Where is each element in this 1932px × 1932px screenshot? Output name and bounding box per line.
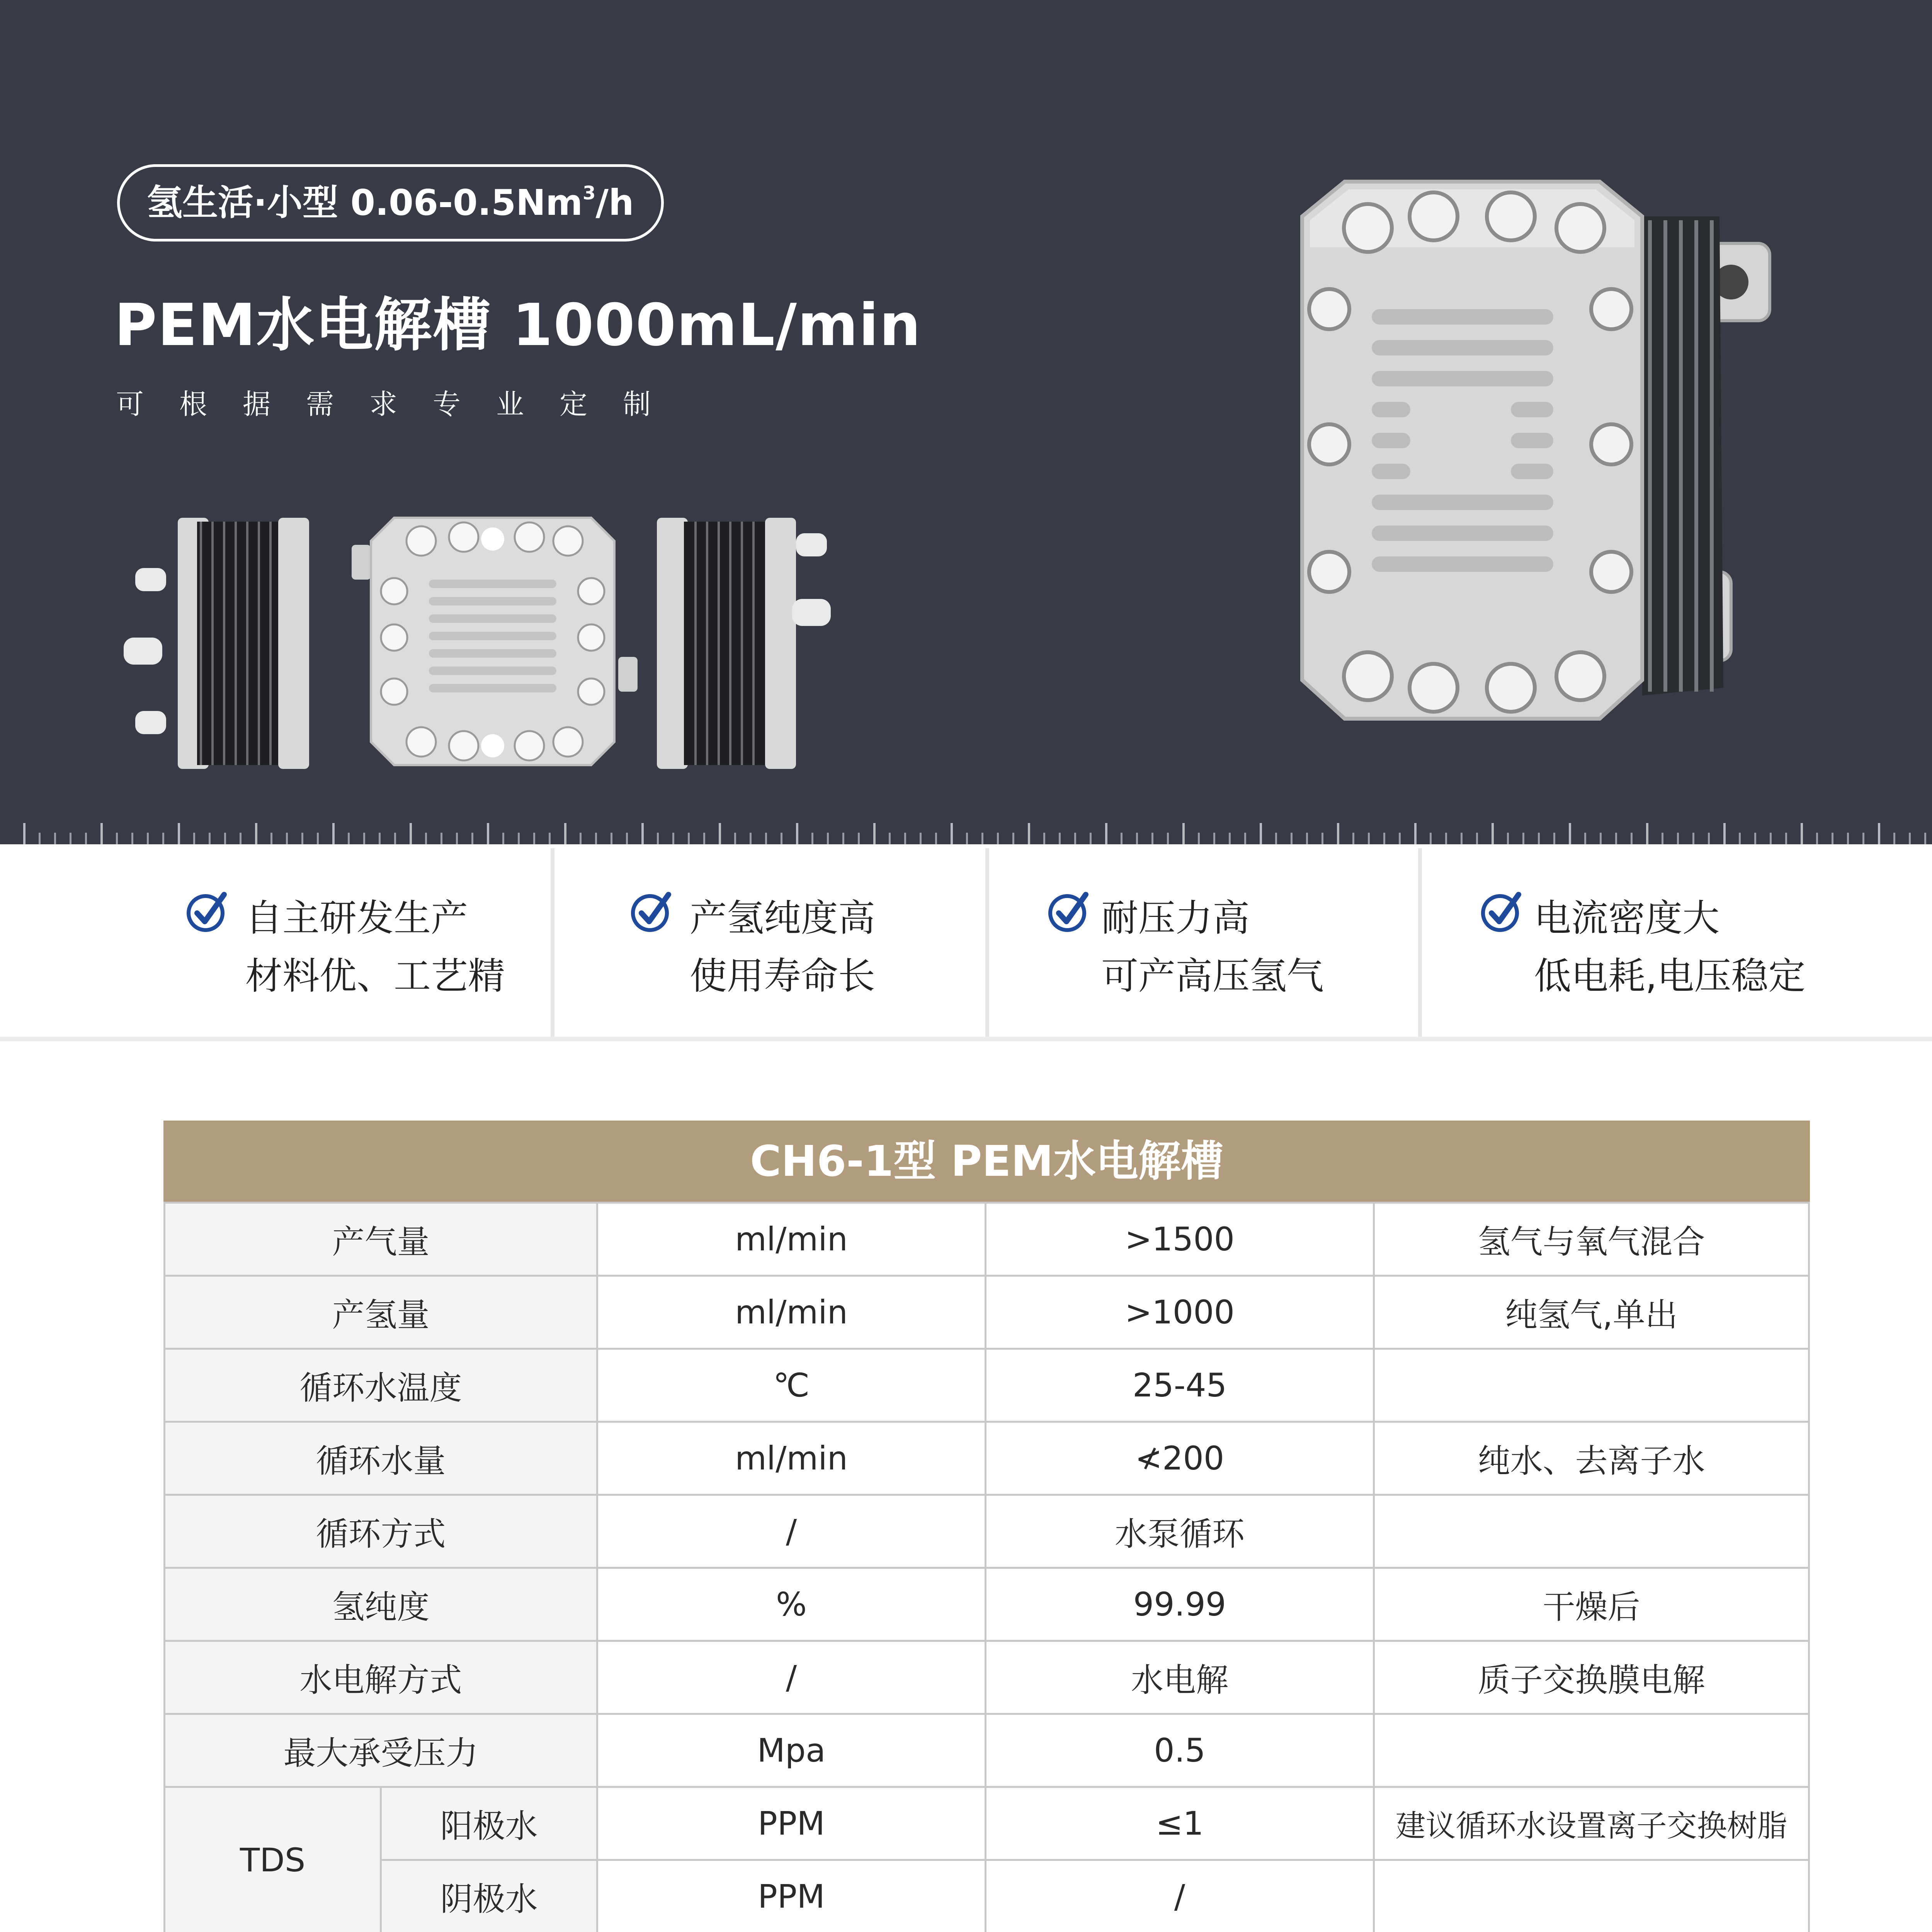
feature-divider bbox=[985, 848, 989, 1037]
row-note: 建议循环水设置离子交换树脂 bbox=[1374, 1787, 1809, 1860]
feature-item bbox=[1422, 844, 1932, 1037]
row-unit: % bbox=[597, 1568, 986, 1641]
row-sublabel: 阳极水 bbox=[381, 1787, 597, 1860]
row-label: 循环水量 bbox=[165, 1422, 597, 1495]
table-row bbox=[165, 1787, 1809, 1860]
row-note: 质子交换膜电解 bbox=[1374, 1641, 1809, 1714]
row-value: ≤1 bbox=[986, 1787, 1374, 1860]
table-row bbox=[165, 1203, 1809, 1276]
feature-title: 自主研发生产 bbox=[245, 896, 468, 940]
feature-title: 耐压力高 bbox=[1101, 896, 1250, 940]
row-sublabel: 阴极水 bbox=[381, 1860, 597, 1932]
check-circle-icon bbox=[1480, 891, 1522, 933]
feature-item bbox=[989, 844, 1418, 1037]
table-row bbox=[165, 1422, 1809, 1495]
row-note bbox=[1374, 1860, 1809, 1932]
row-value: 水电解 bbox=[986, 1641, 1374, 1714]
table-row bbox=[165, 1568, 1809, 1641]
row-unit: ml/min bbox=[597, 1203, 986, 1276]
product-front-view-small bbox=[352, 510, 638, 777]
feature-desc: 材料优、工艺精 bbox=[245, 954, 505, 998]
row-note: 干燥后 bbox=[1374, 1568, 1809, 1641]
spec-table bbox=[163, 1121, 1810, 1932]
table-row bbox=[165, 1860, 1809, 1932]
row-value: 99.99 bbox=[986, 1568, 1374, 1641]
check-circle-icon bbox=[185, 891, 228, 933]
row-value: 水泵循环 bbox=[986, 1495, 1374, 1568]
group-label-tds: TDS bbox=[165, 1787, 381, 1932]
row-label: 产气量 bbox=[165, 1203, 597, 1276]
row-label: 氢纯度 bbox=[165, 1568, 597, 1641]
row-unit: PPM bbox=[597, 1787, 986, 1860]
feature-divider bbox=[1418, 848, 1422, 1037]
feature-divider bbox=[551, 848, 554, 1037]
check-circle-icon bbox=[1047, 891, 1090, 933]
row-value: >1500 bbox=[986, 1203, 1374, 1276]
row-note bbox=[1374, 1714, 1809, 1787]
row-label: 产氢量 bbox=[165, 1276, 597, 1349]
row-value: ≮200 bbox=[986, 1422, 1374, 1495]
capacity-pill bbox=[117, 164, 664, 242]
hero-banner bbox=[0, 0, 1932, 844]
table-row bbox=[165, 1349, 1809, 1422]
row-value: 25-45 bbox=[986, 1349, 1374, 1422]
feature-desc: 可产高压氢气 bbox=[1101, 954, 1324, 998]
row-note: 氢气与氧气混合 bbox=[1374, 1203, 1809, 1276]
feature-desc: 使用寿命长 bbox=[690, 954, 875, 998]
feature-title: 产氢纯度高 bbox=[690, 896, 875, 940]
table-row bbox=[165, 1714, 1809, 1787]
pill-tail: /h bbox=[595, 182, 634, 223]
row-unit: PPM bbox=[597, 1860, 986, 1932]
page-subtitle: 可根据需求专业定制 bbox=[116, 388, 687, 420]
product-side-view-left bbox=[120, 510, 321, 777]
row-unit: ℃ bbox=[597, 1349, 986, 1422]
row-unit: / bbox=[597, 1495, 986, 1568]
row-label: 循环水温度 bbox=[165, 1349, 597, 1422]
product-side-view-right bbox=[653, 510, 842, 777]
pill-text: 氢生活·小型 0.06-0.5Nm bbox=[147, 182, 583, 223]
feature-title: 电流密度大 bbox=[1534, 896, 1719, 940]
row-note bbox=[1374, 1495, 1809, 1568]
row-note: 纯水、去离子水 bbox=[1374, 1422, 1809, 1495]
row-note bbox=[1374, 1349, 1809, 1422]
table-row bbox=[165, 1276, 1809, 1349]
feature-item bbox=[0, 844, 551, 1037]
row-unit: Mpa bbox=[597, 1714, 986, 1787]
row-note: 纯氢气,单出 bbox=[1374, 1276, 1809, 1349]
row-value: / bbox=[986, 1860, 1374, 1932]
row-unit: / bbox=[597, 1641, 986, 1714]
row-label: 循环方式 bbox=[165, 1495, 597, 1568]
check-circle-icon bbox=[630, 891, 672, 933]
pill-superscript: 3 bbox=[583, 182, 596, 204]
page-title: PEM水电解槽 1000mL/min bbox=[114, 292, 922, 359]
row-unit: ml/min bbox=[597, 1276, 986, 1349]
feature-item bbox=[554, 844, 985, 1037]
table-row bbox=[165, 1495, 1809, 1568]
product-hero-image bbox=[1294, 147, 1851, 765]
table-title: CH6-1型 PEM水电解槽 bbox=[163, 1121, 1810, 1202]
feature-strip bbox=[0, 844, 1932, 1041]
row-value: 0.5 bbox=[986, 1714, 1374, 1787]
row-label: 水电解方式 bbox=[165, 1641, 597, 1714]
feature-desc: 低电耗,电压稳定 bbox=[1534, 954, 1806, 998]
ruler-decoration bbox=[0, 817, 1932, 844]
row-value: >1000 bbox=[986, 1276, 1374, 1349]
row-unit: ml/min bbox=[597, 1422, 986, 1495]
table-row bbox=[165, 1641, 1809, 1714]
row-label: 最大承受压力 bbox=[165, 1714, 597, 1787]
